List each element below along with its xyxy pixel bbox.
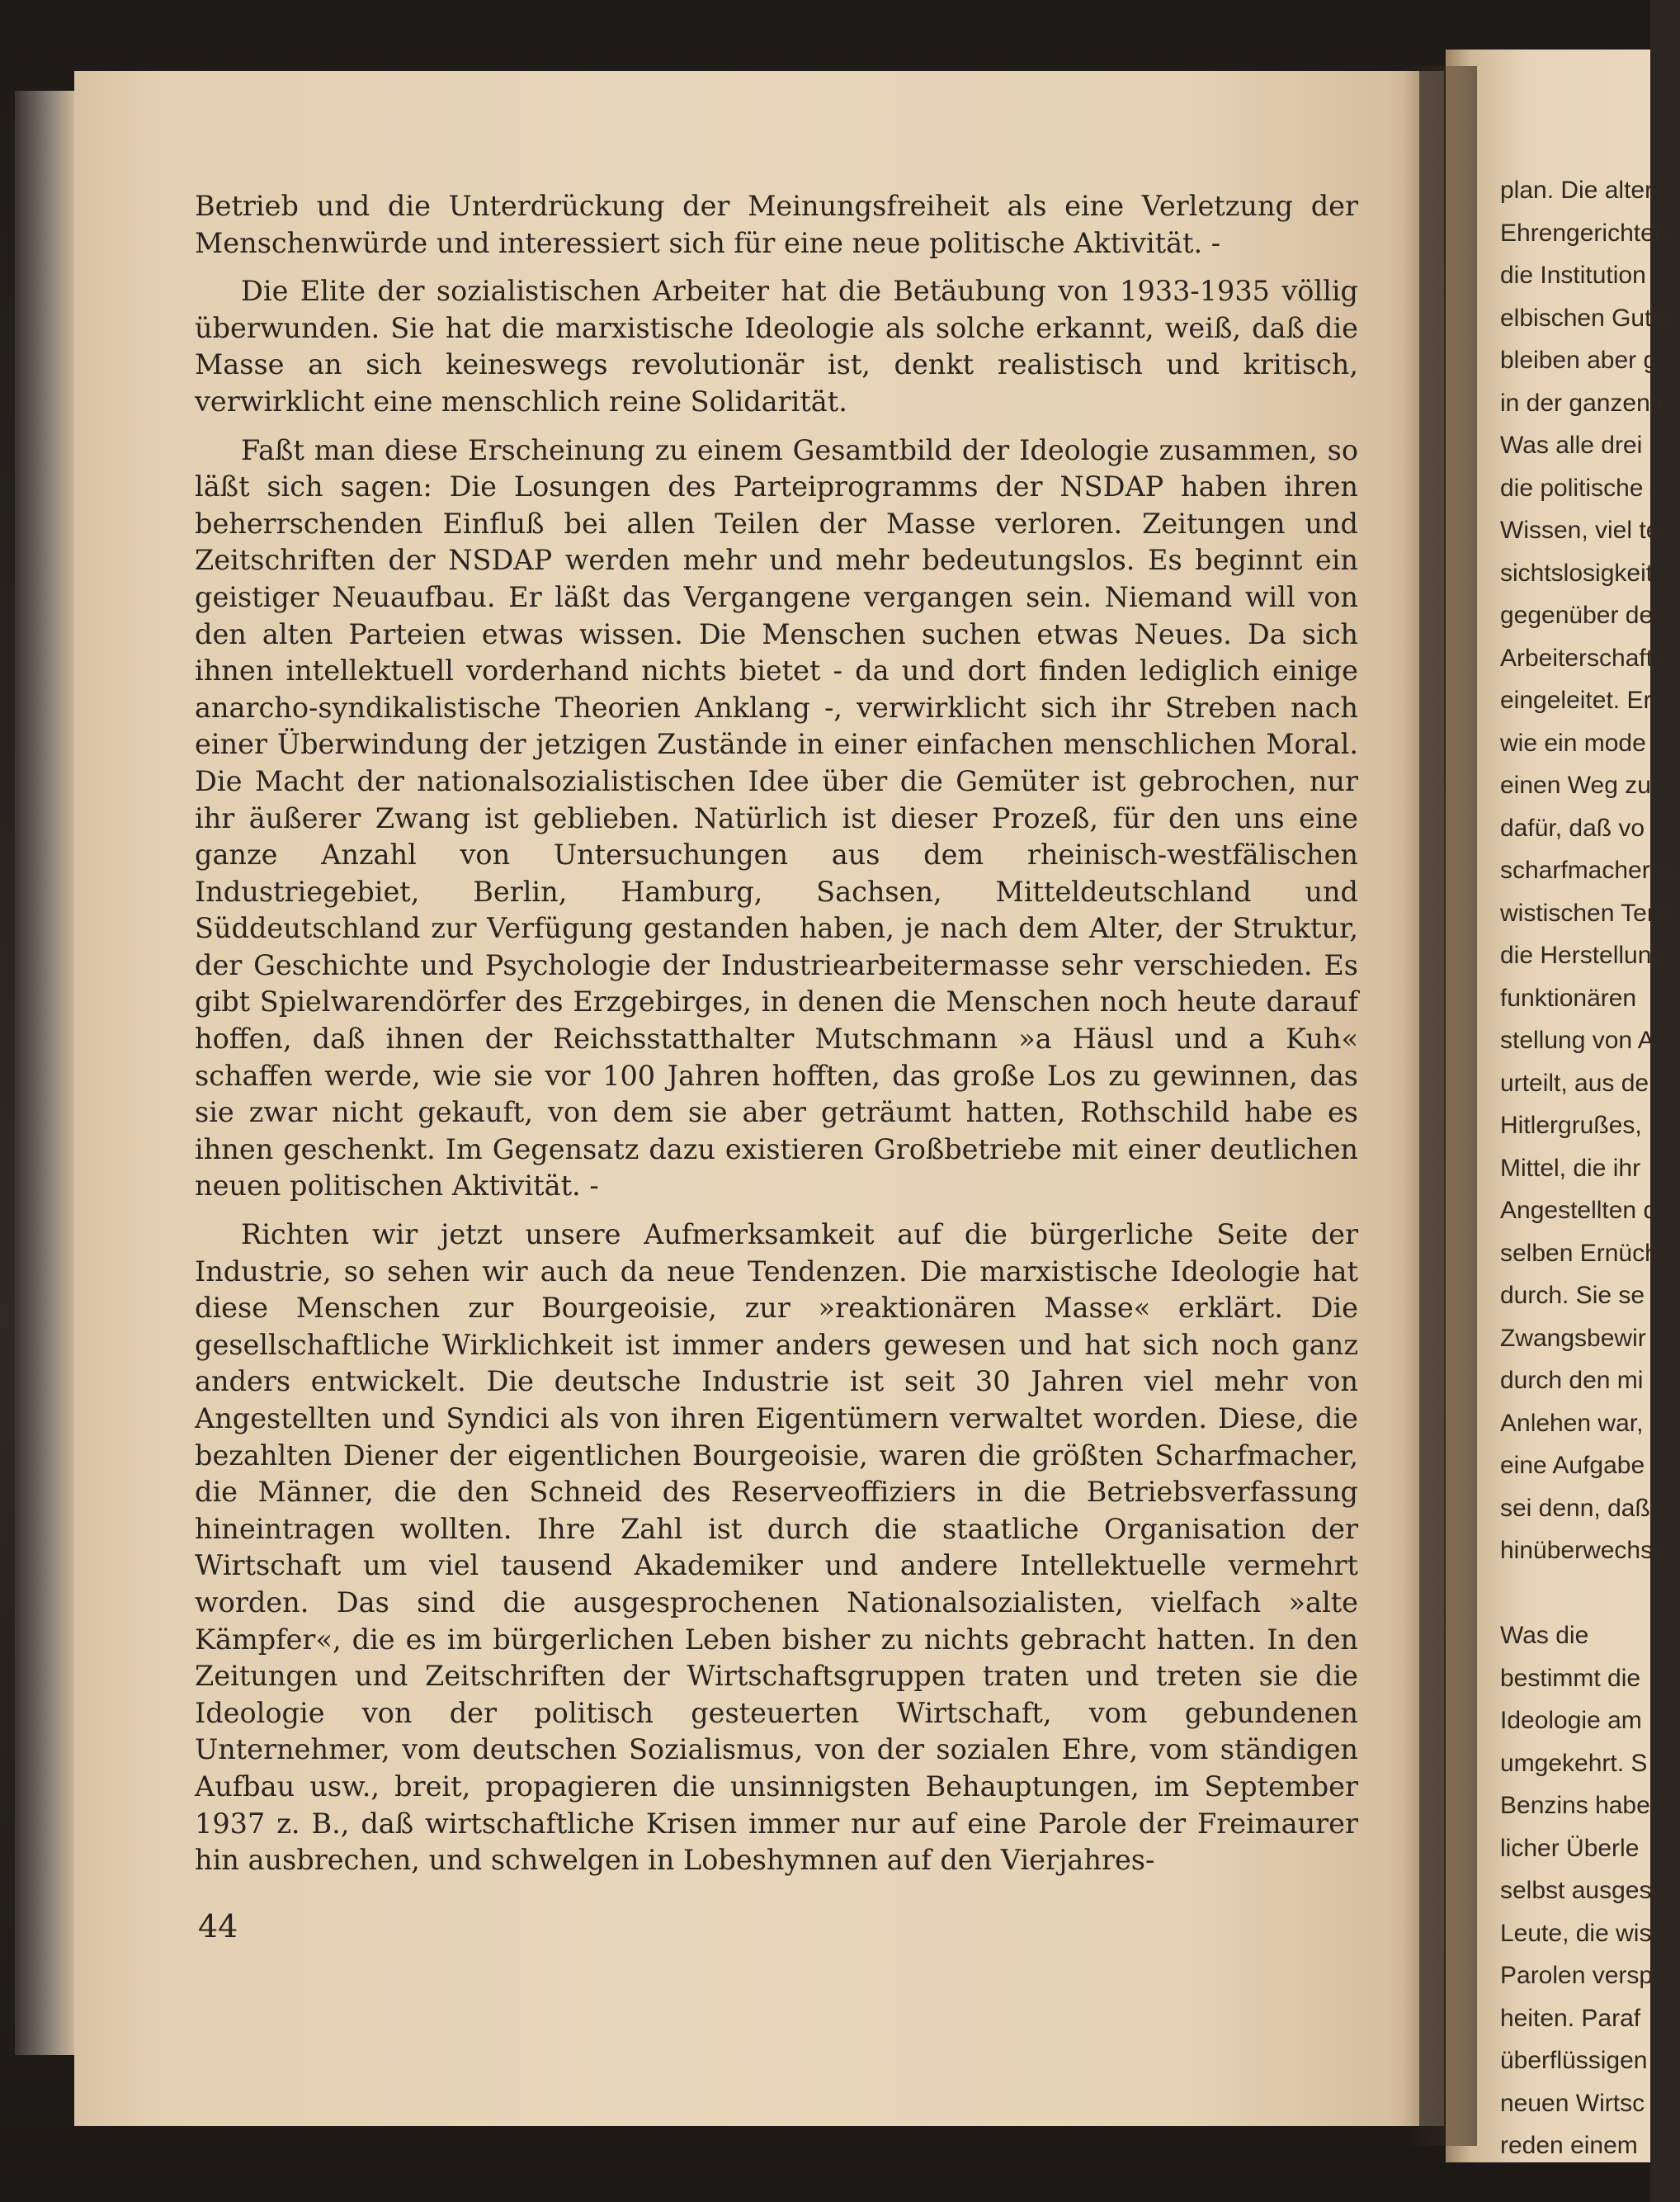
right-page-line: selbst ausgesc xyxy=(1500,1877,1664,1904)
right-page-line: in der ganzen r xyxy=(1500,389,1666,417)
right-page-line: scharfmacherisc xyxy=(1500,857,1680,884)
right-page-line: Leute, die wis xyxy=(1500,1919,1652,1947)
right-page-line: urteilt, aus de xyxy=(1500,1069,1649,1097)
right-page-line: elbischen Gutsl xyxy=(1500,304,1670,332)
page-number: 44 xyxy=(198,1908,238,1944)
right-page-line: reden einem xyxy=(1500,2132,1638,2159)
right-page-line: wistischen Tend xyxy=(1500,899,1675,927)
right-page-line: hinüberwechse xyxy=(1500,1537,1667,1564)
right-page-line: durch den mi xyxy=(1500,1367,1644,1394)
right-page-line: Anlehen war, xyxy=(1500,1409,1644,1437)
right-page-text xyxy=(1500,169,1680,2167)
right-page-line: Ideologie am xyxy=(1500,1707,1642,1734)
right-page-line: licher Überle xyxy=(1500,1834,1640,1862)
paragraph: Richten wir jetzt unsere Aufmerksamkeit auf die bürgerliche Seite der Industrie, so sehen wir auch da neue Tendenzen. Die marxistische Ideologie hat diese Menschen zur Bourgeoisie, zur »reaktionären Masse« erklärt. Die gesellschaftliche Wirklichkeit ist immer anders gewesen und hat sich noch ganz anders entwickelt. Die deutsche Industrie ist seit 30 Jahren viel mehr von Angestellten und Syndici als von ihren Eigentümern verwaltet worden. Diese, die bezahlten Diener der eigentlichen Bourgeoisie, waren die größten Scharfmacher, die Männer, die den Schneid des Reserveoffiziers in die Betriebsverfassung hineintragen wollten. Ihre Zahl ist durch die staatliche Organisation der Wirtschaft um viel tausend Akademiker und andere Intellektuelle vermehrt worden. Das sind die ausgesprochenen Nationalsozialisten, vielfach »alte Kämpfer«, die es im bürgerlichen Leben bisher zu nichts gebracht hatten. In den Zeitungen und Zeitschriften der Wirtschaftsgruppen traten und treten sie die Ideologie von der politisch gesteuerten Wirtschaft, vom gebundenen Unternehmer, vom deutschen Sozialismus, von der sozialen Ehre, vom ständigen Aufbau usw., breit, propagieren die unsinnigsten Behauptungen, im September 1937 z. B., daß wirtschaftliche Krisen immer nur auf eine Parole der Freimaurer hin ausbrechen, und schwelgen in Lobeshymnen auf den Vierjahres- xyxy=(195,1218,1358,1877)
right-page-line: bestimmt die xyxy=(1500,1664,1641,1692)
paragraph: Betrieb und die Unterdrückung der Meinungsfreiheit als eine Verletzung der Menschenwürde und interessiert sich für eine neue politische Aktivität. - xyxy=(195,190,1358,259)
right-page-line: selben Ernüch xyxy=(1500,1239,1659,1267)
right-page-line: Zwangsbewir xyxy=(1500,1324,1646,1352)
right-page-line: eingeleitet. Er xyxy=(1500,687,1652,714)
right-page-line: einen Weg zu xyxy=(1500,772,1651,799)
right-page-line: Was die xyxy=(1500,1622,1589,1649)
right-page-line: Benzins habe xyxy=(1500,1792,1650,1819)
book-edge xyxy=(15,91,74,2055)
right-page-line: Mittel, die ihr xyxy=(1500,1154,1641,1182)
right-page-line: Angestellten d xyxy=(1500,1197,1658,1224)
right-page-line: neuen Wirtsc xyxy=(1500,2089,1645,2117)
right-page-line: Wissen, viel te xyxy=(1500,517,1660,544)
right-page-line: durch. Sie se xyxy=(1500,1282,1645,1309)
right-page-line: plan. Die alter xyxy=(1500,177,1654,204)
right-page-line: sei denn, daß xyxy=(1500,1494,1650,1522)
right-page-line: dafür, daß vo xyxy=(1500,814,1645,842)
book-gutter xyxy=(1403,66,1477,2146)
right-page-line: die Herstellung xyxy=(1500,942,1666,969)
right-page-line: die Institution xyxy=(1500,262,1646,289)
right-page-line: Arbeiterschaft l xyxy=(1500,644,1666,672)
right-page-line: gegenüber der xyxy=(1500,602,1662,629)
paragraph: Faßt man diese Erscheinung zu einem Gesamtbild der Ideologie zusammen, so läßt sich sagen: Die Losungen des Parteiprogramms der NSDAP haben ihren beherrschenden Einfluß bei allen Teilen der Masse verloren. Zeitungen und Zeitschriften der NSDAP werden mehr und mehr bedeutungslos. Es beginnt ein geistiger Neuaufbau. Er läßt das Vergangene vergangen sein. Niemand will von den alten Parteien etwas wissen. Die Menschen suchen etwas Neues. Da sich ihnen intellektuell vorderhand nichts bietet - da und dort finden lediglich einige anarcho-syndikalistische Theorien Anklang -, verwirklicht sich ihr Streben nach einer Überwindung der jetzigen Zustände in einer einfachen menschlichen Moral. Die Macht der nationalsozialistischen Idee über die Gemüter ist gebrochen, nur ihr äußerer Zwang ist geblieben. Natürlich ist dieser Prozeß, für den uns eine ganze Anzahl von Untersuchungen aus dem rheinisch-westfälischen Industriegebiet, Berlin, Hamburg, Sachsen, Mitteldeutschland und Süddeutschland zur Verfügung gestanden haben, je nach dem Alter, der Struktur, der Geschichte und Psychologie der Industriearbeitermasse sehr verschieden. Es gibt Spielwarendörfer des Erzgebirges, in denen die Menschen noch heute darauf hoffen, daß ihnen der Reichsstatthalter Mutschmann »a Häusl und a Kuh« schaffen werde, wie sie vor 100 Jahren hofften, das große Los zu gewinnen, das sie zwar nicht gekauft, von dem sie aber geträumt hatten, Rothschild habe es ihnen geschenkt. Im Gegensatz dazu existieren Großbetriebe mit einer deutlichen neuen politischen Aktivität. - xyxy=(195,433,1358,1203)
right-page-line: wie ein mode xyxy=(1500,729,1646,757)
right-page-line: heiten. Paraf xyxy=(1500,2004,1641,2032)
right-page-line: bleiben aber g xyxy=(1500,347,1658,374)
right-page-line: stellung von A xyxy=(1500,1027,1654,1054)
right-page-line: überflüssigen xyxy=(1500,2047,1648,2074)
right-page-line: Was alle drei xyxy=(1500,432,1643,459)
right-page-line xyxy=(1500,1572,1665,1615)
left-page-text xyxy=(195,188,1358,1891)
right-page-line: die politische F xyxy=(1500,474,1666,502)
right-page-line: funktionären xyxy=(1500,984,1637,1012)
right-page-line: Hitlergrußes, xyxy=(1500,1112,1642,1139)
right-page-line: Ehrengerichten xyxy=(1500,219,1668,247)
right-page-line: eine Aufgabe xyxy=(1500,1452,1645,1479)
right-page-line: Parolen versp xyxy=(1500,1962,1654,1989)
right-page-line: umgekehrt. S xyxy=(1500,1749,1648,1777)
right-page-line: sichtslosigkeit xyxy=(1500,559,1654,587)
paragraph: Die Elite der sozialistischen Arbeiter hat die Betäubung von 1933-1935 völlig überwunden. Sie hat die marxistische Ideologie als solche erkannt, weiß, daß die Masse an sich keineswegs revolutionär ist, denkt realistisch und kritisch, verwirklicht eine menschlich reine Solidarität. xyxy=(195,275,1358,418)
